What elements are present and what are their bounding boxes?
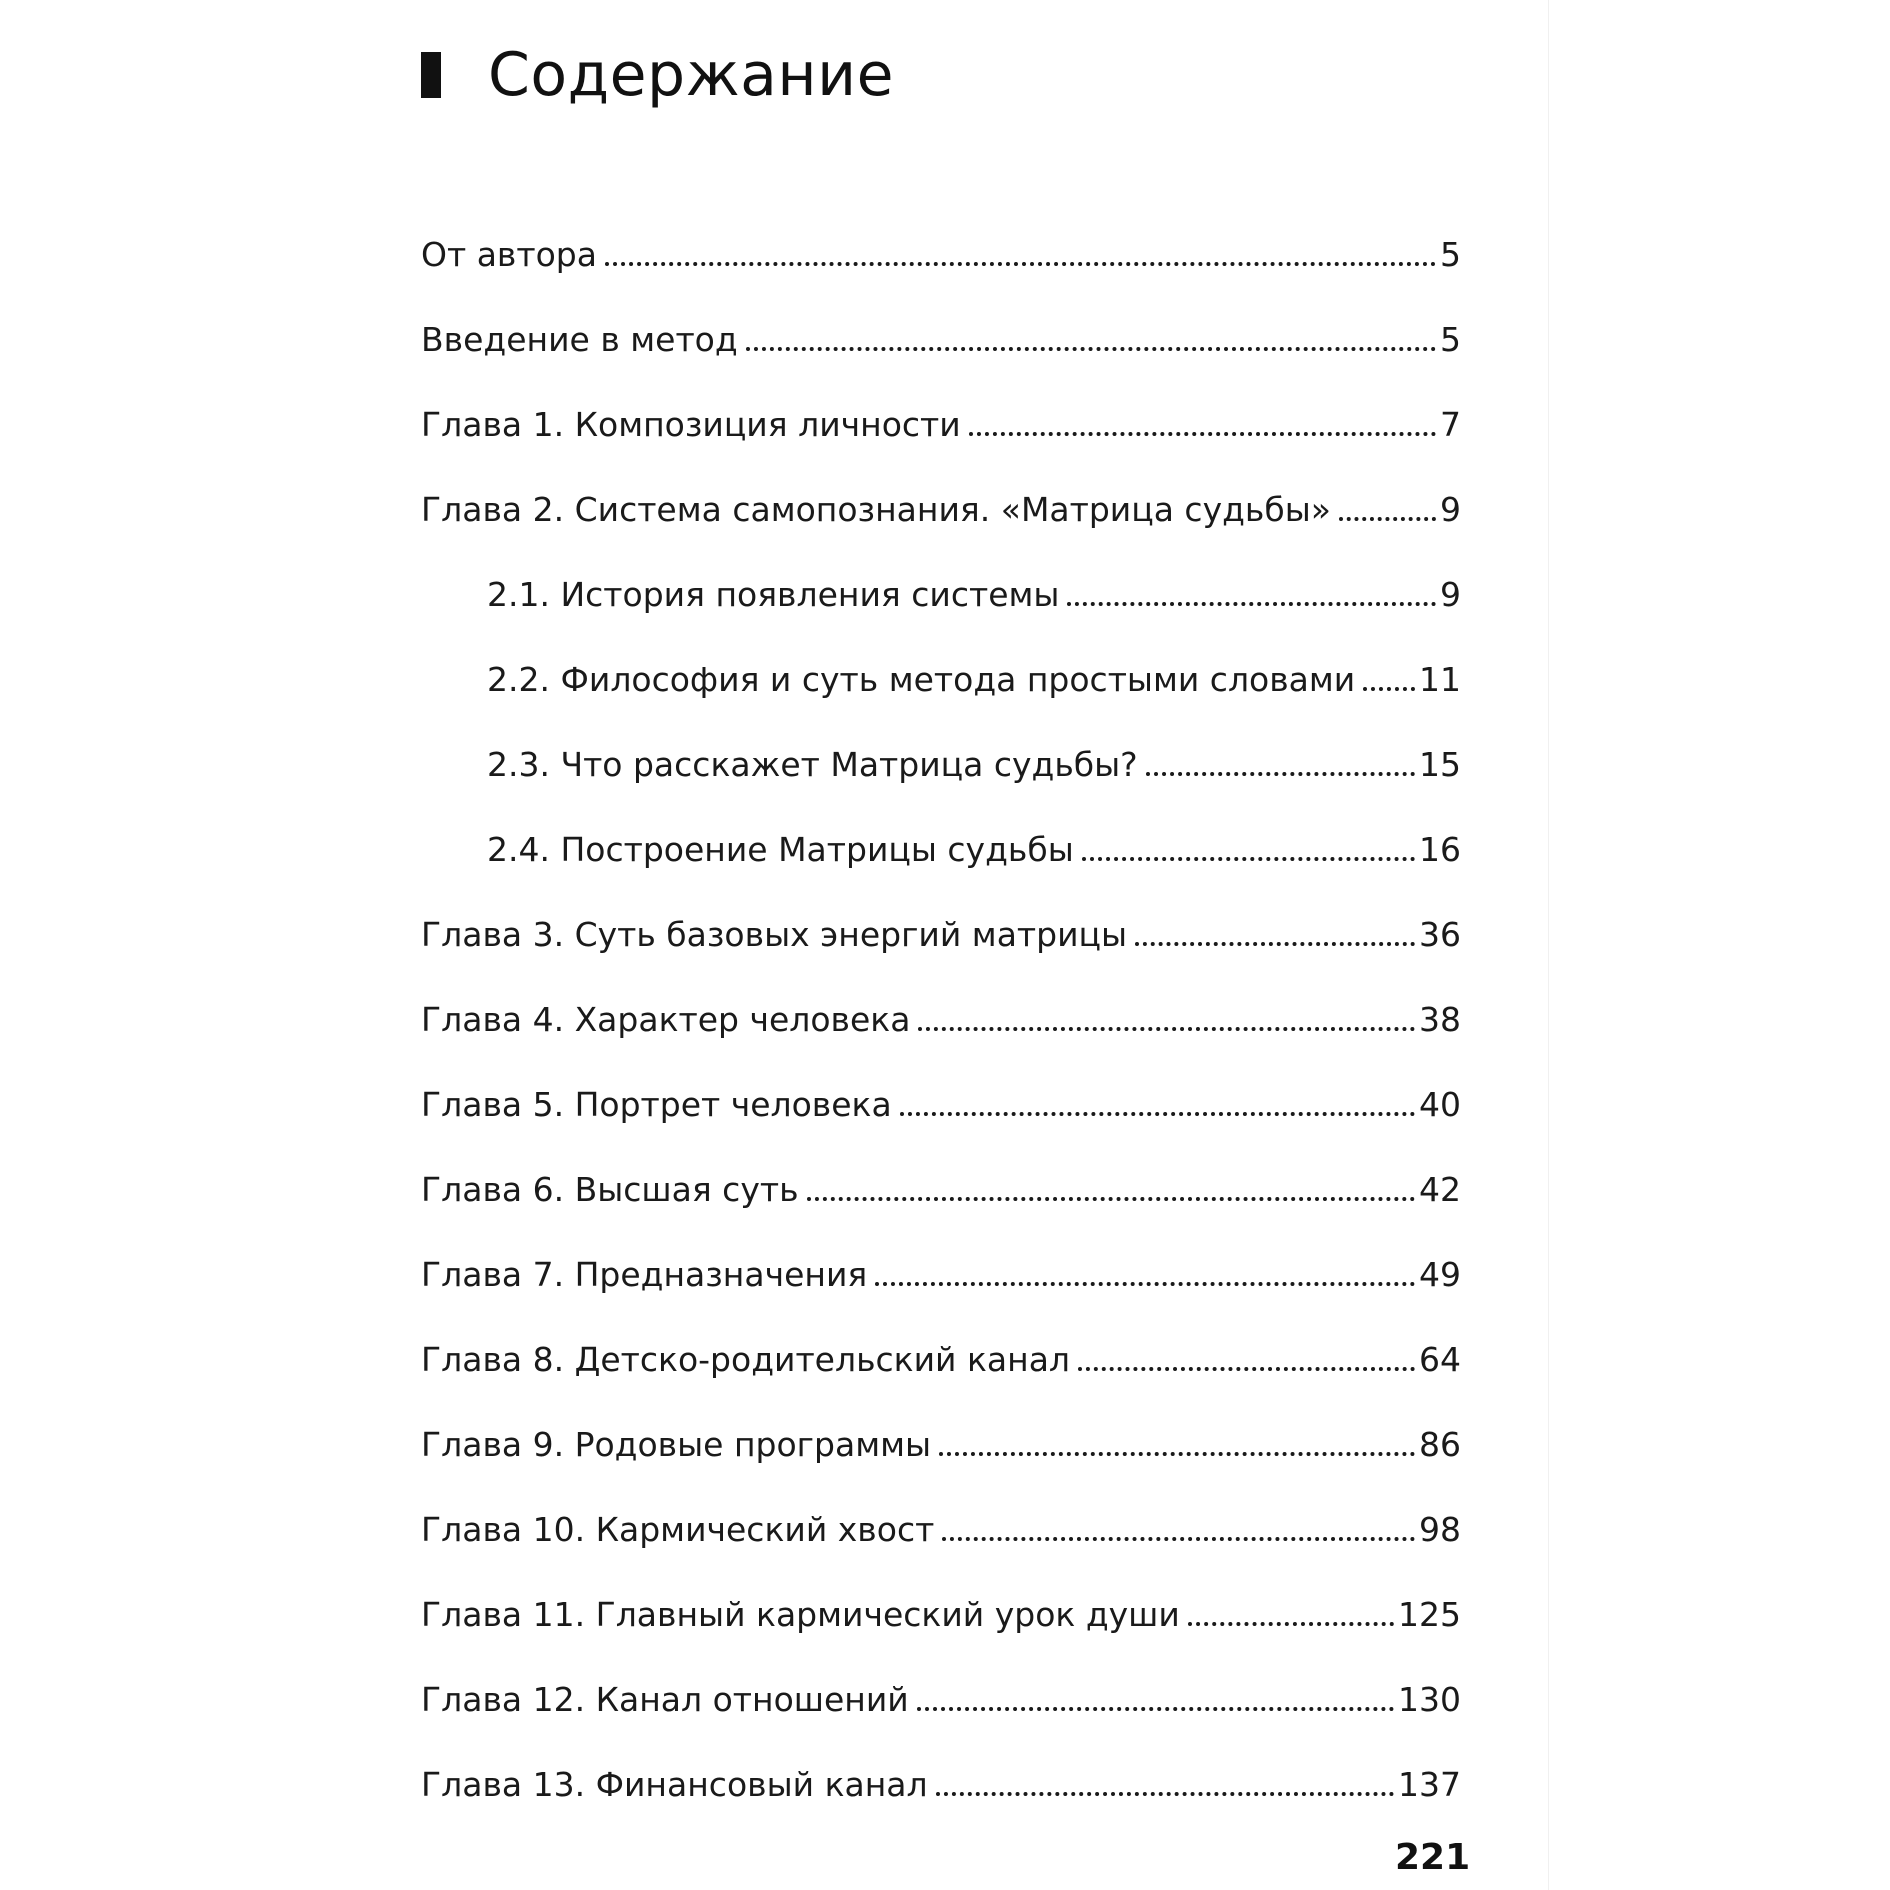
toc-entry-page: 11 [1419, 660, 1461, 699]
toc-entry-title: Введение в метод [421, 320, 738, 359]
toc-entry [421, 1411, 1461, 1464]
toc-entry [421, 1156, 1461, 1209]
toc-entry-title: Глава 7. Предназначения [421, 1255, 868, 1294]
toc-entry-page: 9 [1440, 490, 1461, 529]
toc-dot-leader [942, 1537, 1415, 1541]
toc-entry-title: 2.4. Построение Матрицы судьбы [487, 830, 1074, 869]
toc-entry-page: 7 [1440, 405, 1461, 444]
toc-dot-leader [605, 262, 1436, 266]
toc-dot-leader [936, 1792, 1394, 1796]
toc-entry-title: Глава 8. Детско-родительский канал [421, 1340, 1071, 1379]
toc-entry [421, 1581, 1461, 1634]
toc-entry-page: 15 [1419, 745, 1461, 784]
toc-dot-leader [918, 1027, 1415, 1031]
toc-dot-leader [1067, 602, 1436, 606]
toc-entry-page: 130 [1398, 1680, 1461, 1719]
toc-dot-leader [1135, 942, 1415, 946]
toc-entry [421, 1241, 1461, 1294]
toc-entry-title: Глава 3. Суть базовых энергий матрицы [421, 915, 1128, 954]
toc-entry [421, 476, 1461, 529]
toc-entry-title: Глава 10. Кармический хвост [421, 1510, 935, 1549]
toc-entry [421, 391, 1461, 444]
toc-dot-leader [807, 1197, 1415, 1201]
toc-entry-title: Глава 11. Главный кармический урок души [421, 1595, 1180, 1634]
toc-entry-title: Глава 1. Композиция личности [421, 405, 961, 444]
toc-entry [421, 1751, 1461, 1804]
toc-entry-title: Глава 6. Высшая суть [421, 1170, 799, 1209]
toc-entry [421, 986, 1461, 1039]
toc-entry-title: Глава 9. Родовые программы [421, 1425, 932, 1464]
toc-entry-title: Глава 13. Финансовый канал [421, 1765, 928, 1804]
toc-dot-leader [1146, 772, 1415, 776]
toc-entry-page: 38 [1419, 1000, 1461, 1039]
toc-entry-page: 16 [1419, 830, 1461, 869]
toc-entry [421, 901, 1461, 954]
toc-dot-leader [939, 1452, 1415, 1456]
toc-entry-page: 5 [1440, 320, 1461, 359]
toc-dot-leader [875, 1282, 1415, 1286]
toc-dot-leader [1188, 1622, 1394, 1626]
toc-dot-leader [1339, 517, 1436, 521]
toc-entry-page: 40 [1419, 1085, 1461, 1124]
toc-entry-page: 36 [1419, 915, 1461, 954]
toc-entry-page: 137 [1398, 1765, 1461, 1804]
toc-entry-page: 98 [1419, 1510, 1461, 1549]
toc-entry-title: Глава 12. Канал отношений [421, 1680, 909, 1719]
toc-entry-title: 2.2. Философия и суть метода простыми словами [487, 660, 1356, 699]
toc-entry-page: 86 [1419, 1425, 1461, 1464]
toc-entry-page: 64 [1419, 1340, 1461, 1379]
toc-subentry [487, 646, 1461, 699]
toc-entry-page: 9 [1440, 575, 1461, 614]
toc-entry-title: Глава 5. Портрет человека [421, 1085, 892, 1124]
toc-dot-leader [900, 1112, 1415, 1116]
toc-entry-title: Глава 2. Система самопознания. «Матрица судьбы» [421, 490, 1331, 529]
toc-entry [421, 1666, 1461, 1719]
toc-entry-page: 5 [1440, 235, 1461, 274]
toc-dot-leader [917, 1707, 1394, 1711]
toc-entry-title: 2.3. Что расскажет Матрица судьбы? [487, 745, 1138, 784]
toc-entry [421, 1496, 1461, 1549]
toc-entry-title: От автора [421, 235, 597, 274]
toc-entry-page: 42 [1419, 1170, 1461, 1209]
toc-subentry [487, 816, 1461, 869]
contents-title: Содержание [488, 40, 895, 110]
toc-entry-title: Глава 4. Характер человека [421, 1000, 911, 1039]
toc-entry [421, 1326, 1461, 1379]
toc-entry [421, 306, 1461, 359]
toc-subentry [487, 731, 1461, 784]
page-number: 221 [1395, 1837, 1471, 1878]
toc-dot-leader [969, 432, 1436, 436]
toc-dot-leader [1082, 857, 1415, 861]
toc-entry-page: 125 [1398, 1595, 1461, 1634]
toc-dot-leader [746, 347, 1436, 351]
toc-entry-page: 49 [1419, 1255, 1461, 1294]
toc-dot-leader [1363, 687, 1415, 691]
toc-entry [421, 1071, 1461, 1124]
toc-entry [421, 221, 1461, 274]
toc-entry-title: 2.1. История появления системы [487, 575, 1060, 614]
toc-dot-leader [1078, 1367, 1415, 1371]
toc-subentry [487, 561, 1461, 614]
